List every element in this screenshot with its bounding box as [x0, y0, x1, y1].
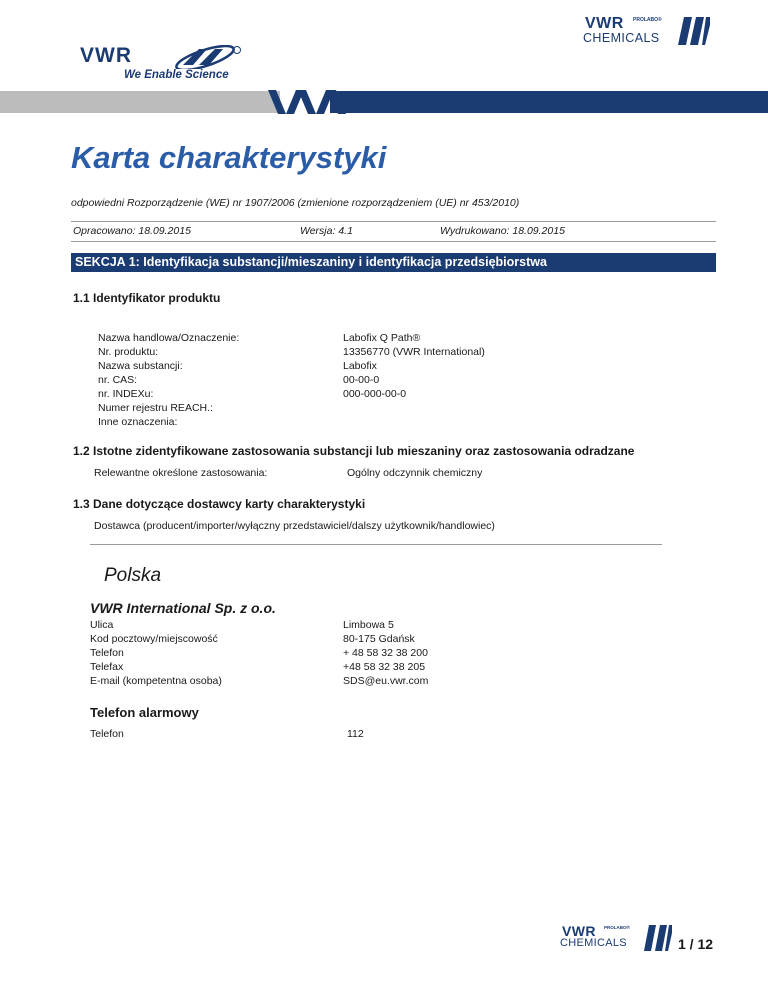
footer-logo-prolabo: PROLABO®	[604, 925, 630, 930]
divider	[71, 241, 716, 242]
document-subtitle: odpowiedni Rozporządzenie (WE) nr 1907/2006 (zmienione rozporządzeniem (UE) nr 453/2010)	[71, 197, 520, 209]
field-label: Telefon	[90, 647, 124, 659]
vwr-main-logo	[80, 45, 260, 85]
divider	[90, 544, 662, 545]
logo-brand-text: VWR	[585, 15, 624, 32]
printed-date: Wydrukowano: 18.09.2015	[440, 225, 565, 237]
field-label: Ulica	[90, 619, 114, 631]
email-link[interactable]: SDS@eu.vwr.com	[343, 675, 429, 687]
field-value: Limbowa 5	[343, 619, 394, 631]
field-label: Nazwa substancji:	[98, 360, 183, 372]
emergency-phone: 112	[347, 728, 364, 740]
field-label: Kod pocztowy/miejscowość	[90, 633, 218, 645]
supplier-country: Polska	[104, 565, 162, 586]
field-label: Numer rejestru REACH.:	[98, 402, 213, 414]
footer-logo-chemicals: CHEMICALS	[560, 937, 627, 949]
field-value: Labofix	[343, 360, 377, 372]
logo-chemicals-text: CHEMICALS	[583, 31, 660, 45]
field-value: Ogólny odczynnik chemiczny	[347, 467, 483, 479]
logo-swoosh-icon	[173, 45, 243, 69]
footer-logo-brand: VWR	[562, 923, 596, 939]
logo-stripes-icon	[678, 17, 710, 45]
emergency-heading: Telefon alarmowy	[90, 705, 199, 720]
field-value: +48 58 32 38 205	[343, 661, 426, 673]
header-bar-grey	[0, 91, 280, 113]
field-label: Relewantne określone zastosowania:	[94, 467, 268, 479]
field-value: 000-000-00-0	[343, 388, 407, 400]
subsection-1-3-heading: 1.3 Dane dotyczące dostawcy karty charakterystyki	[73, 497, 366, 511]
field-value: + 48 58 32 38 200	[343, 647, 428, 659]
vwr-chemicals-logo	[583, 16, 713, 46]
field-value: Labofix Q Path®	[343, 332, 421, 344]
divider	[71, 221, 716, 222]
field-label: nr. INDEXu:	[98, 388, 154, 400]
footer-stripes-icon	[644, 925, 672, 951]
supplier-note: Dostawca (producent/importer/wyłączny przedstawiciel/dalszy użytkownik/handlowiec)	[94, 520, 495, 532]
field-label: Nr. produktu:	[98, 346, 159, 358]
document-title: Karta charakterystyki	[71, 140, 387, 175]
supplier-company: VWR International Sp. z o.o.	[90, 600, 276, 616]
header-bar-blue	[330, 91, 768, 113]
field-label: Telefax	[90, 661, 124, 673]
main-logo-slogan: We Enable Science	[124, 69, 229, 81]
main-logo-brand: VWR	[80, 44, 132, 67]
header-stripes-icon	[266, 88, 356, 116]
field-label: Nazwa handlowa/Oznaczenie:	[98, 332, 240, 344]
subsection-1-1-heading: 1.1 Identyfikator produktu	[73, 291, 221, 305]
logo-prolabo-text: PROLABO®	[633, 17, 662, 23]
footer-vwr-chemicals-logo	[560, 924, 672, 952]
field-value: 00-00-0	[343, 374, 380, 386]
page-number: 1 / 12	[678, 936, 714, 952]
field-label: Inne oznaczenia:	[98, 416, 178, 428]
prepared-date: Opracowano: 18.09.2015	[73, 225, 191, 237]
subsection-1-2-heading: 1.2 Istotne zidentyfikowane zastosowania substancji lub mieszaniny oraz zastosowania odradzane	[73, 444, 635, 458]
version: Wersja: 4.1	[300, 225, 353, 237]
field-label: E-mail (kompetentna osoba)	[90, 675, 222, 687]
field-label: nr. CAS:	[98, 374, 138, 386]
section-1-heading: SEKCJA 1: Identyfikacja substancji/mieszaniny i identyfikacja przedsiębiorstwa	[71, 253, 716, 272]
field-value: 13356770 (VWR International)	[343, 346, 485, 358]
field-label: Telefon	[90, 728, 124, 740]
field-value: 80-175 Gdańsk	[343, 633, 415, 645]
